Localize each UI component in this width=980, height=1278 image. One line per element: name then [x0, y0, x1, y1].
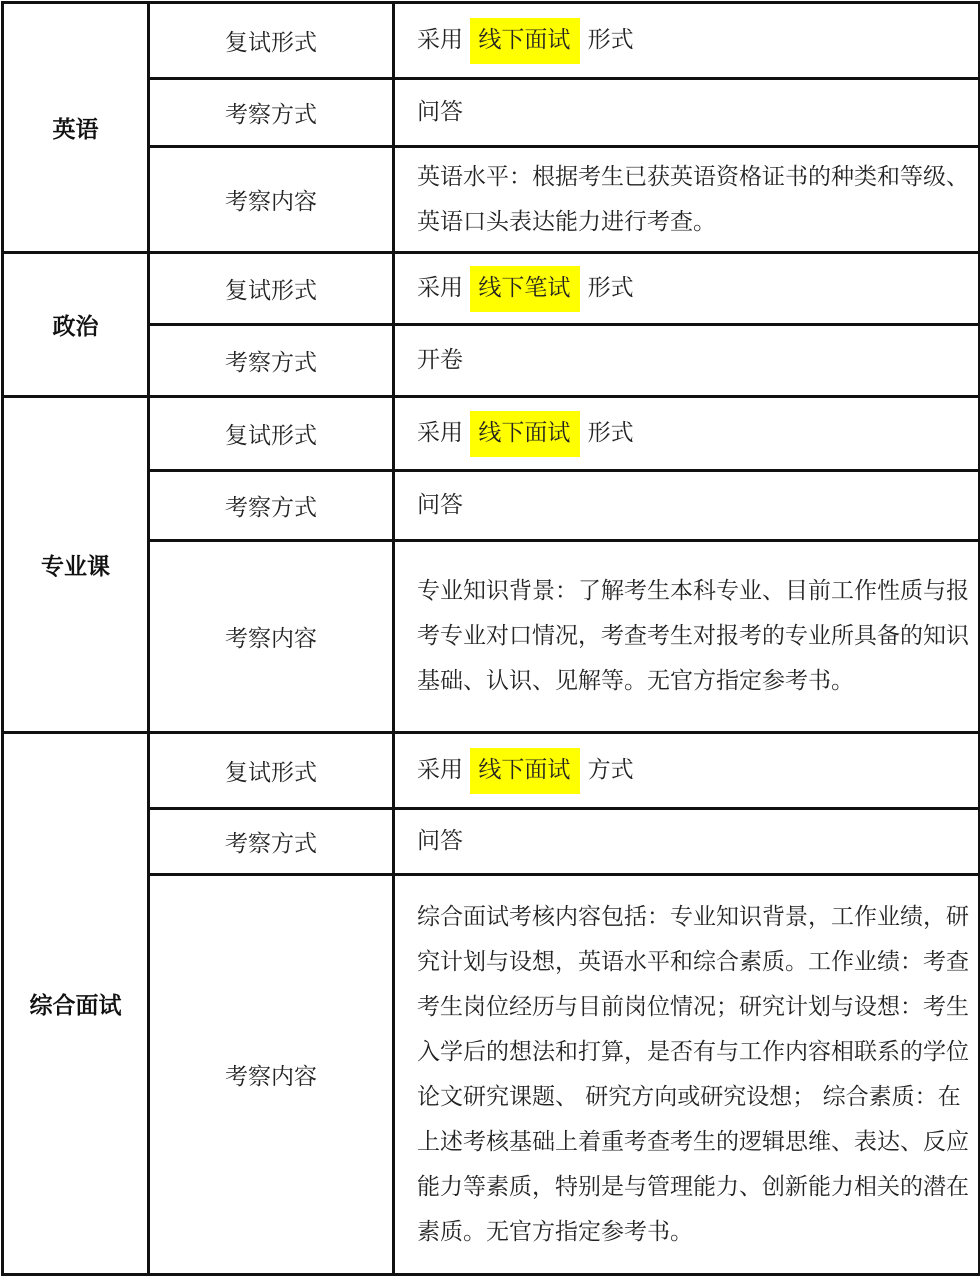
table-row: [3, 3, 980, 79]
content-cell: 专业知识背景：了解考生本科专业、目前工作性质与报考专业对口情况，考查考生对报考的专业所具备的知识基础、认识、见解等。无官方指定参考书。: [394, 541, 980, 733]
table-row: [3, 397, 980, 471]
content-cell: [394, 733, 980, 809]
content-suffix: 方式: [587, 757, 634, 783]
content-cell: 问答: [394, 809, 980, 875]
table-row: [3, 325, 980, 397]
content-suffix: 形式: [587, 27, 634, 53]
content-cell: 综合面试考核内容包括：专业知识背景，工作业绩，研究计划与设想，英语水平和综合素质。工作业绩：考查考生岗位经历与目前岗位情况；研究计划与设想：考生入学后的想法和打算，是否有与工作内容相联系的学位论文研究课题、 研究方向或研究设想； 综合素质：在上述考核基础上着重考查考生的逻辑思维、表达、反应能力等素质，特别是与管理能力、创新能力相关的潜在素质。无官方指定参考书。: [394, 875, 980, 1275]
subject-major: 专业课: [3, 397, 149, 733]
table-row: [3, 79, 980, 147]
content-cell: 英语水平：根据考生已获英语资格证书的种类和等级、英语口头表达能力进行考查。: [394, 147, 980, 253]
table-row: [3, 253, 980, 325]
content-suffix: 形式: [587, 420, 634, 446]
highlighted-text: 线下面试: [470, 748, 580, 794]
subject-comprehensive-interview: 综合面试: [3, 733, 149, 1275]
content-cell: 开卷: [394, 325, 980, 397]
table-row: [3, 809, 980, 875]
exam-requirements-table: [1, 1, 980, 1276]
table-row: [3, 471, 980, 541]
highlighted-text: 线下笔试: [470, 266, 580, 312]
table-row: [3, 541, 980, 733]
content-suffix: 形式: [587, 275, 634, 301]
content-cell: [394, 3, 980, 79]
content-cell: [394, 397, 980, 471]
item-label: 复试形式: [149, 397, 394, 471]
item-label: 考察方式: [149, 79, 394, 147]
item-label: 复试形式: [149, 3, 394, 79]
table-row: [3, 733, 980, 809]
content-prefix: 采用: [417, 757, 463, 783]
content-cell: [394, 253, 980, 325]
item-label: 考察方式: [149, 471, 394, 541]
item-label: 考察内容: [149, 147, 394, 253]
table-row: [3, 875, 980, 1275]
content-cell: 问答: [394, 471, 980, 541]
subject-english: 英语: [3, 3, 149, 253]
highlighted-text: 线下面试: [470, 18, 580, 64]
content-prefix: 采用: [417, 275, 463, 301]
item-label: 复试形式: [149, 253, 394, 325]
item-label: 考察方式: [149, 325, 394, 397]
content-prefix: 采用: [417, 27, 463, 53]
subject-politics: 政治: [3, 253, 149, 397]
item-label: 复试形式: [149, 733, 394, 809]
item-label: 考察内容: [149, 541, 394, 733]
table-row: [3, 147, 980, 253]
item-label: 考察内容: [149, 875, 394, 1275]
highlighted-text: 线下面试: [470, 411, 580, 457]
item-label: 考察方式: [149, 809, 394, 875]
content-cell: 问答: [394, 79, 980, 147]
content-prefix: 采用: [417, 420, 463, 446]
